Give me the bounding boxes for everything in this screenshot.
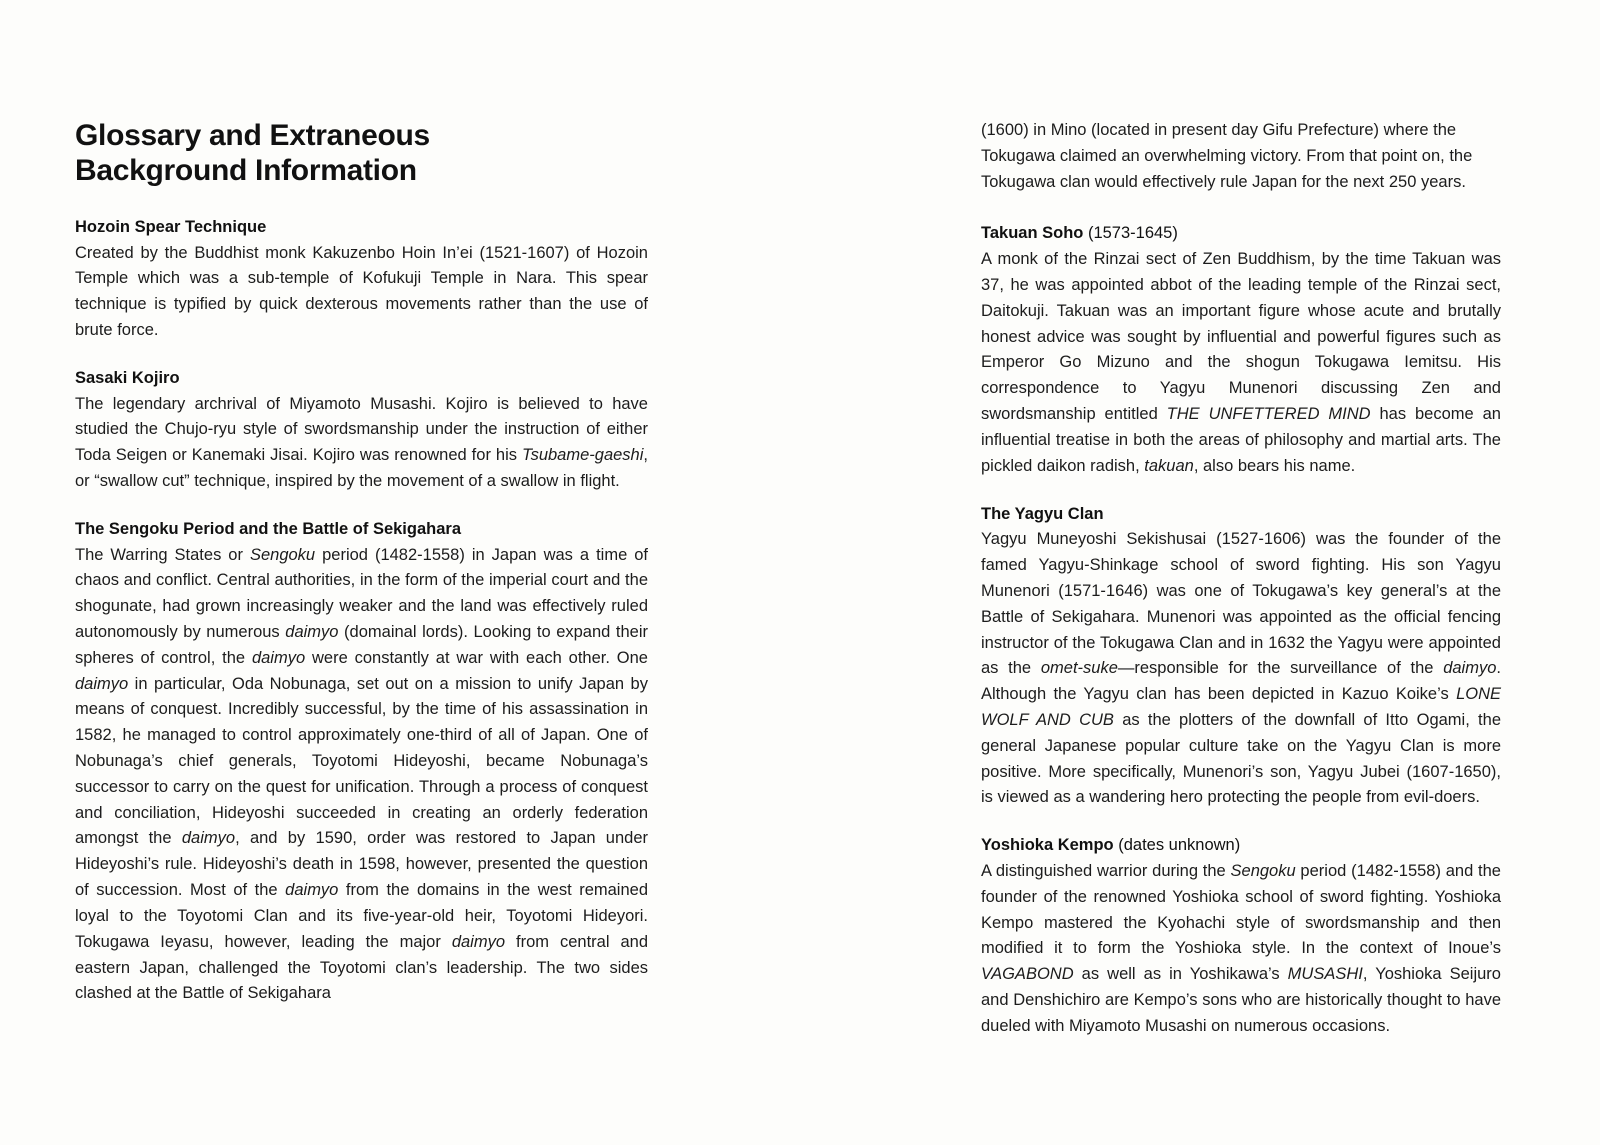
text-run: . Although the Yagyu clan has been depicted in Kazuo Koike’s bbox=[981, 659, 1501, 704]
text-run: in particular, Oda Nobunaga, set out on a mission to unify Japan by means of conquest. Incredibly successful, by the time of his assassination in 1582, he managed to control approximately one-third of all of Japan. One of Nobunaga’s chief generals, Toyotomi Hideyoshi, became Nobunaga’s successor to carry on the quest for unification. Through a process of conquest and conciliation, Hideyoshi succeeded in creating an orderly federation amongst the bbox=[75, 674, 648, 848]
text-run: has become an influential treatise in both the areas of philosophy and martial arts. The pickled daikon radish, bbox=[981, 405, 1501, 475]
glossary-entry bbox=[75, 517, 648, 1007]
italic-term: daimyo bbox=[285, 622, 339, 641]
text-run: (1600) in Mino (located in present day Gifu Prefecture) where the Tokugawa claimed an overwhelming victory. From that point on, the Tokugawa clan would effectively rule Japan for the next 250 years. bbox=[981, 121, 1473, 191]
italic-term: Tsubame-gaeshi bbox=[522, 446, 644, 465]
italic-term: omet-suke bbox=[1040, 659, 1118, 678]
text-run: , or “swallow cut” technique, inspired by the movement of a swallow in flight. bbox=[75, 446, 648, 490]
entry-heading-text: Takuan Soho bbox=[981, 224, 1084, 243]
entry-heading bbox=[981, 221, 1501, 246]
entry-body bbox=[981, 859, 1501, 1040]
entry-heading-text: Sasaki Kojiro bbox=[75, 368, 180, 387]
text-run: Created by the Buddhist monk Kakuzenbo Hoin In’ei (1521-1607) of Hozoin Temple which was a sub-temple of Kofukuji Temple in Nara. This spear technique is typified by quick dexterous movements rather than the use of brute force. bbox=[75, 243, 648, 339]
entry-heading bbox=[981, 833, 1501, 858]
italic-term: Sengoku bbox=[249, 545, 316, 564]
italic-term: Sengoku bbox=[1230, 861, 1296, 880]
italic-term: takuan bbox=[1144, 456, 1194, 475]
italic-term: daimyo bbox=[251, 648, 306, 667]
entry-heading-text: Hozoin Spear Technique bbox=[75, 217, 267, 236]
right-glossary-entries bbox=[981, 221, 1501, 1039]
continued-paragraph bbox=[981, 118, 1501, 195]
text-run: period (1482-1558) and the founder of the renowned Yoshioka school of sword fighting. Yoshioka Kempo mastered the Kyohachi style of swordsmanship and then modified it to form the Yoshioka style. In the context of Inoue’s bbox=[981, 861, 1501, 958]
entry-heading-text: The Yagyu Clan bbox=[981, 504, 1104, 523]
entry-heading bbox=[75, 517, 648, 542]
entry-dates: (1573-1645) bbox=[1083, 224, 1178, 243]
italic-term: daimyo bbox=[285, 881, 339, 900]
left-glossary-entries bbox=[75, 215, 648, 1007]
text-run: , also bears his name. bbox=[1193, 456, 1356, 475]
text-run: (domainal lords). Looking to expand their spheres of control, the bbox=[75, 622, 649, 667]
glossary-entry bbox=[981, 833, 1501, 1039]
text-run: period (1482-1558) in Japan was a time of chaos and conflict. Central authorities, in the form of the imperial court and the shogunate, had grown increasingly weaker and the land was effectively ruled autonomously by numerous bbox=[75, 545, 648, 641]
entry-heading bbox=[981, 502, 1501, 527]
text-run: A monk of the Rinzai sect of Zen Buddhism, by the time Takuan was 37, he was appointed abbot of the leading temple of the Rinzai sect, Daitokuji. Takuan was an important figure whose acute and brutally honest advice was sought by influential and powerful figures such as Emperor Go Mizuno and the shogun Tokugawa Iemitsu. His correspondence to Yagyu Munenori discussing Zen and swordsmanship entitled bbox=[981, 250, 1501, 424]
entry-heading-text: The Sengoku Period and the Battle of Sekigahara bbox=[75, 519, 461, 538]
italic-term: VAGABOND bbox=[981, 965, 1074, 984]
text-run: from central and eastern Japan, challenged the Toyotomi clan’s leadership. The two sides clashed at the Battle of Sekigahara bbox=[75, 932, 648, 1003]
left-column bbox=[75, 118, 670, 1040]
glossary-entry bbox=[75, 215, 648, 344]
right-column bbox=[981, 118, 1501, 1040]
entry-body bbox=[75, 543, 648, 1008]
italic-term: THE UNFETTERED MIND bbox=[1166, 405, 1371, 424]
entry-body bbox=[981, 527, 1501, 811]
text-run: Yagyu Muneyoshi Sekishusai (1527-1606) was the founder of the famed Yagyu-Shinkage school of sword fighting. His son Yagyu Munenori (1571-1646) was one of Tokugawa’s key general’s at the Battle of Sekigahara. Munenori was appointed as the official fencing instructor of the Tokugawa Clan and in 1632 the Yagyu were appointed as the bbox=[981, 530, 1501, 678]
entry-heading bbox=[75, 366, 648, 391]
entry-body bbox=[75, 241, 648, 344]
italic-term: daimyo bbox=[1443, 659, 1497, 678]
entry-body bbox=[981, 247, 1501, 479]
text-run: were constantly at war with each other. One bbox=[305, 648, 648, 667]
text-run: , Yoshioka Seijuro and Denshichiro are Kempo’s sons who are historically thought to have dueled with Miyamoto Musashi on numerous occasions. bbox=[981, 965, 1501, 1035]
text-run: —responsible for the surveillance of the bbox=[1117, 659, 1444, 678]
text-run: from the domains in the west remained loyal to the Toyotomi Clan and its five-year-old heir, Toyotomi Hideyori. Tokugawa Ieyasu, however, leading the major bbox=[75, 881, 649, 951]
text-run: as the plotters of the downfall of Itto Ogami, the general Japanese popular culture take on the Yagyu Clan is more positive. More specifically, Munenori’s son, Yagyu Jubei (1607-1650), is viewed as a wandering hero protecting the people from evil-doers. bbox=[981, 710, 1501, 807]
italic-term: daimyo bbox=[451, 932, 506, 951]
text-run: The legendary archrival of Miyamoto Musashi. Kojiro is believed to have studied the Chujo-ryu style of swordsmanship under the instruction of either Toda Seigen or Kanemaki Jisai. Kojiro was renowned for his bbox=[75, 394, 648, 465]
text-run: The Warring States or bbox=[75, 545, 250, 564]
page-title: Glossary and Extraneous Background Information bbox=[75, 119, 430, 188]
entry-heading-text: Yoshioka Kempo bbox=[981, 836, 1114, 855]
text-run: as well as in Yoshikawa’s bbox=[1073, 965, 1288, 984]
italic-term: daimyo bbox=[181, 829, 236, 848]
text-run: A distinguished warrior during the bbox=[981, 861, 1231, 880]
glossary-entry bbox=[75, 366, 648, 495]
entry-heading bbox=[75, 215, 648, 240]
text-run: , and by 1590, order was restored to Japan under Hideyoshi’s rule. Hideyoshi’s death in 1598, however, presented the question of succession. Most of the bbox=[75, 829, 649, 900]
italic-term: MUSASHI bbox=[1287, 965, 1363, 984]
italic-term: LONE WOLF AND CUB bbox=[981, 685, 1501, 729]
glossary-entry bbox=[981, 502, 1501, 812]
two-column-layout bbox=[0, 118, 1600, 1040]
entry-body bbox=[75, 392, 648, 495]
italic-term: daimyo bbox=[75, 674, 129, 693]
glossary-entry bbox=[981, 221, 1501, 479]
entry-dates: (dates unknown) bbox=[1113, 836, 1241, 855]
